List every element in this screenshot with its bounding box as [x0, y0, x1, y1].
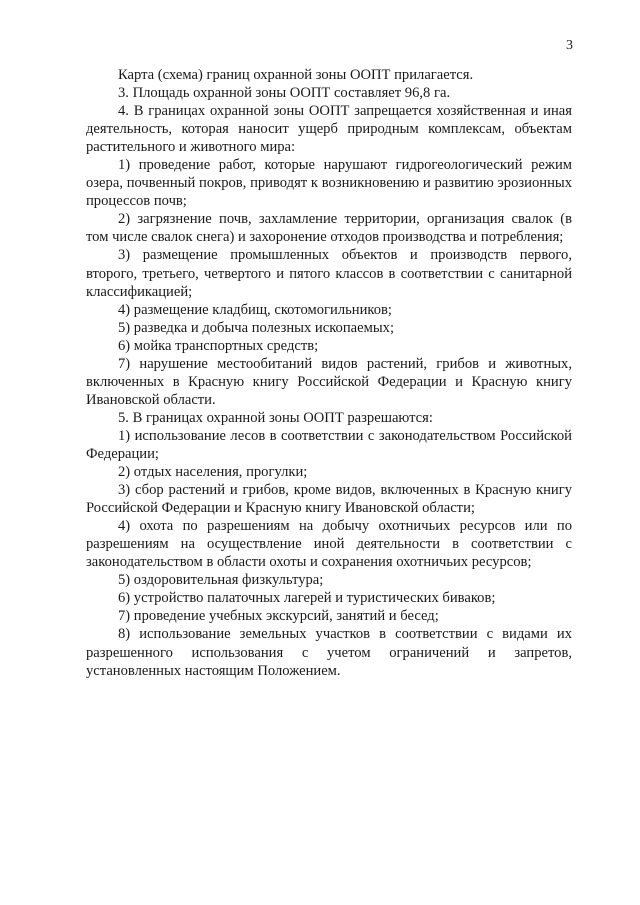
prohibition-item-3: 3) размещение промышленных объектов и производств первого, второго, третьего, четвертого и пятого классов в соответствии с санитарной классификацией; — [86, 247, 572, 300]
prohibition-item-4: 4) размещение кладбищ, скотомогильников; — [118, 301, 392, 318]
permission-item-3: 3) сбор растений и грибов, кроме видов, включенных в Красную книгу Российской Федерации и Красную книгу Ивановской области; — [86, 482, 572, 517]
prohibition-item-7: 7) нарушение местообитаний видов растений, грибов и животных, включенных в Красную книгу Российской Федерации и Красную книгу Ивановской области. — [86, 355, 572, 408]
permission-item-4: 4) охота по разрешениям на добычу охотничьих ресурсов или по разрешениям на осуществление иной деятельности в соответствии с законодательством в области охоты и сохранения охотничьих ресурсов; — [86, 518, 572, 571]
prohibition-item-2: 2) загрязнение почв, захламление территории, организация свалок (в том числе свалок снега) и захоронение отходов производства и потребления; — [86, 211, 572, 246]
permission-item-2: 2) отдых населения, прогулки; — [118, 464, 308, 481]
paragraph-map-note: Карта (схема) границ охранной зоны ООПТ прилагается. — [118, 67, 474, 83]
prohibition-item-5: 5) разведка и добыча полезных ископаемых; — [118, 319, 394, 336]
paragraph-permissions-intro: 5. В границах охранной зоны ООПТ разрешаются: — [118, 409, 433, 426]
prohibition-item-6: 6) мойка транспортных средств; — [118, 337, 319, 354]
permission-item-6: 6) устройство палаточных лагерей и туристических биваков; — [118, 590, 496, 607]
permission-item-5: 5) оздоровительная физкультура; — [118, 572, 324, 589]
permission-item-7: 7) проведение учебных экскурсий, занятий и бесед; — [118, 608, 439, 625]
paragraph-area: 3. Площадь охранной зоны ООПТ составляет 96,8 га. — [118, 85, 451, 102]
page-number: 3 — [566, 38, 573, 53]
document-body — [86, 66, 572, 680]
permission-item-1: 1) использование лесов в соответствии с законодательством Российской Федерации; — [86, 427, 572, 462]
paragraph-prohibitions-intro: 4. В границах охранной зоны ООПТ запрещается хозяйственная и иная деятельность, которая наносит ущерб природным комплексам, объектам растительного и животного мира: — [86, 103, 572, 156]
prohibition-item-1: 1) проведение работ, которые нарушают гидрогеологический режим озера, почвенный покров, приводят к возникновению и развитию эрозионных процессов почв; — [86, 157, 572, 210]
permission-item-8: 8) использование земельных участков в соответствии с видами их разрешенного использования с учетом ограничений и запретов, установленных настоящим Положением. — [86, 626, 572, 679]
